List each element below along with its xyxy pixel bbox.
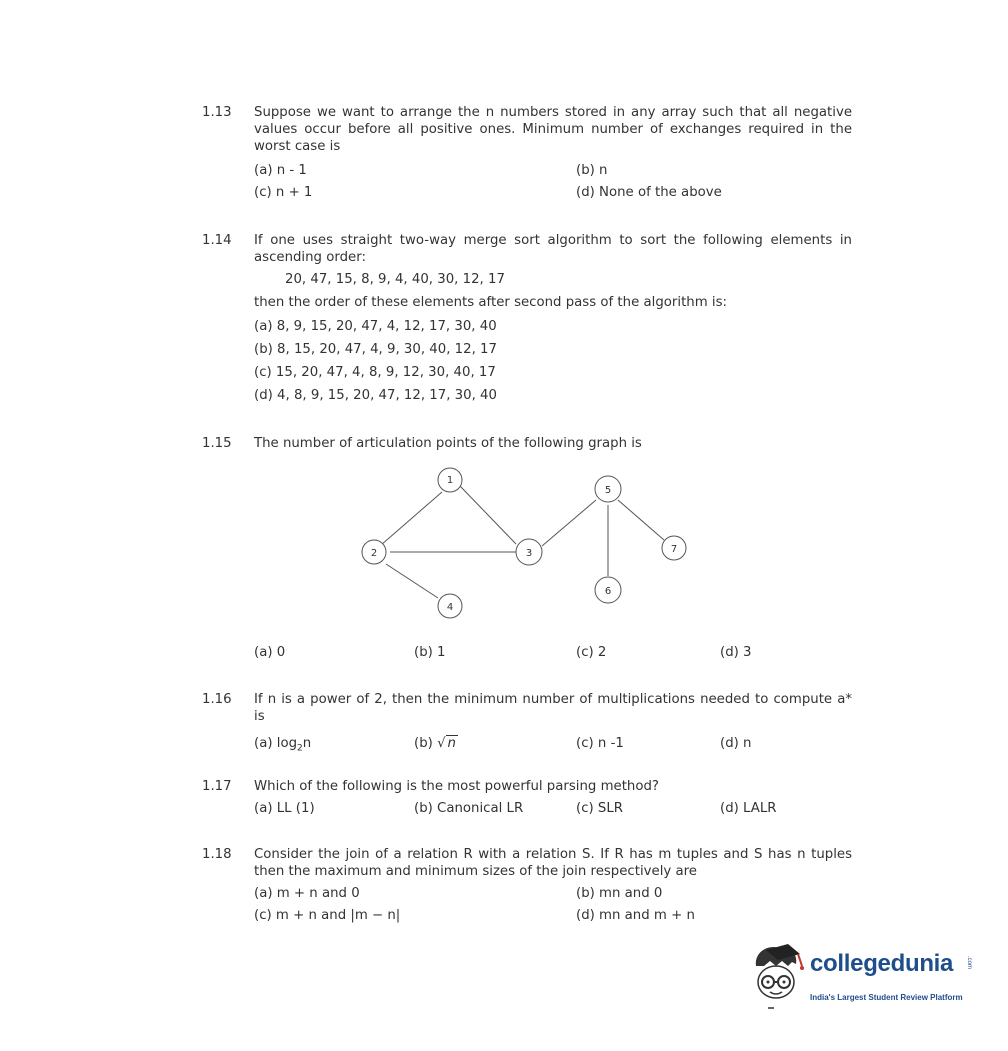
question-stem: If one uses straight two-way merge sort algorithm to sort the following elements in ascending order: bbox=[254, 233, 852, 265]
mascot-icon bbox=[748, 942, 808, 1012]
option-a: (a) 8, 9, 15, 20, 47, 4, 12, 17, 30, 40 bbox=[254, 319, 497, 334]
option-a: (a) 0 bbox=[254, 645, 286, 660]
node-label-3: 3 bbox=[525, 548, 533, 559]
option-b: (b) mn and 0 bbox=[576, 886, 663, 901]
logo-wordmark: collegedunia bbox=[810, 950, 954, 977]
edge-3-5 bbox=[542, 500, 596, 546]
question-1-14 bbox=[202, 232, 852, 266]
node-label-1: 1 bbox=[446, 475, 454, 486]
option-d: (d) LALR bbox=[720, 801, 777, 816]
option-a: (a) n - 1 bbox=[254, 163, 307, 178]
question-1-16 bbox=[202, 691, 852, 725]
edge-1-2 bbox=[381, 492, 442, 545]
node-label-2: 2 bbox=[370, 548, 378, 559]
option-b: (b) 8, 15, 20, 47, 4, 9, 30, 40, 12, 17 bbox=[254, 342, 497, 357]
option-d: (d) mn and m + n bbox=[576, 908, 695, 923]
edge-1-3 bbox=[460, 486, 516, 544]
logo-suffix: .com bbox=[966, 956, 972, 970]
option-d: (d) None of the above bbox=[576, 185, 722, 200]
graph-figure bbox=[350, 462, 700, 626]
followup-text: then the order of these elements after second pass of the algorithm is: bbox=[254, 295, 727, 310]
question-number: 1.17 bbox=[202, 779, 232, 794]
option-d: (d) 3 bbox=[720, 645, 752, 660]
question-stem: The number of articulation points of the following graph is bbox=[254, 436, 642, 451]
node-label-7: 7 bbox=[670, 544, 678, 555]
node-label-5: 5 bbox=[604, 485, 612, 496]
option-c: (c) m + n and |m − n| bbox=[254, 908, 401, 923]
option-c: (c) 15, 20, 47, 4, 8, 9, 12, 30, 40, 17 bbox=[254, 365, 496, 380]
logo-tagline: India's Largest Student Review Platform bbox=[810, 993, 963, 1002]
question-number: 1.15 bbox=[202, 436, 232, 451]
sqrt-radicand: n bbox=[447, 736, 456, 751]
sqrt-symbol: √ bbox=[437, 736, 446, 751]
option-c: (c) n + 1 bbox=[254, 185, 313, 200]
edge-2-4 bbox=[386, 564, 438, 598]
option-c: (c) 2 bbox=[576, 645, 607, 660]
node-label-6: 6 bbox=[604, 586, 612, 597]
option-b: (b) Canonical LR bbox=[414, 801, 524, 816]
question-1-15 bbox=[202, 435, 852, 452]
option-b: (b) 1 bbox=[414, 645, 446, 660]
question-number: 1.14 bbox=[202, 233, 232, 248]
node-label-4: 4 bbox=[446, 602, 454, 613]
question-stem: Consider the join of a relation R with a relation S. If R has m tuples and S has n tuples then the maximum and minimum sizes of the join respectively are bbox=[254, 847, 852, 879]
sequence: 20, 47, 15, 8, 9, 4, 40, 30, 12, 17 bbox=[285, 272, 505, 287]
option-c: (c) n -1 bbox=[576, 736, 624, 751]
question-1-13 bbox=[202, 104, 852, 155]
question-stem: Suppose we want to arrange the n numbers stored in any array such that all negative values occur before all positive ones. Minimum number of exchanges required in the worst case is bbox=[254, 105, 852, 154]
question-number: 1.18 bbox=[202, 847, 232, 862]
question-stem: Which of the following is the most powerful parsing method? bbox=[254, 779, 659, 794]
question-1-18 bbox=[202, 846, 852, 880]
question-number: 1.16 bbox=[202, 692, 232, 707]
option-b: (b) n bbox=[576, 163, 608, 178]
option-c: (c) SLR bbox=[576, 801, 624, 816]
option-d: (d) n bbox=[720, 736, 752, 751]
option-a: (a) LL (1) bbox=[254, 801, 315, 816]
question-1-17 bbox=[202, 778, 852, 795]
edge-5-7 bbox=[618, 500, 664, 540]
question-number: 1.13 bbox=[202, 105, 232, 120]
option-a: (a) $\log_2n$ bbox=[254, 736, 312, 754]
question-stem: If n is a power of 2, then the minimum number of multiplications needed to compute a* is bbox=[254, 692, 852, 724]
collegedunia-logo bbox=[748, 942, 978, 1012]
option-b: (b) √ n bbox=[414, 736, 456, 751]
option-a: (a) m + n and 0 bbox=[254, 886, 360, 901]
option-d: (d) 4, 8, 9, 15, 20, 47, 12, 17, 30, 40 bbox=[254, 388, 497, 403]
